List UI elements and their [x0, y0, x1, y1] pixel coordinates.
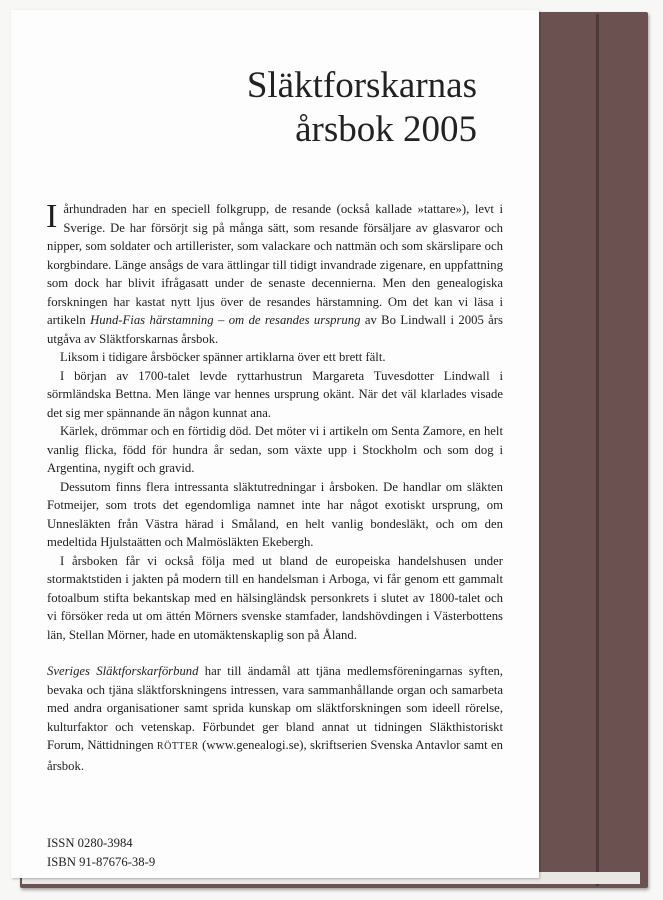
isbn-number: ISBN 91-87676-38-9	[47, 854, 156, 869]
paragraph-federation	[47, 662, 503, 775]
book-title	[247, 64, 477, 152]
drop-cap: I	[46, 198, 58, 235]
rotter-name: RÖTTER	[156, 741, 199, 752]
title-line-2: årsbok 2005	[295, 109, 477, 150]
spine-edge	[596, 14, 599, 886]
paragraph-5: Dessutom finns flera intressanta släktutredningar i årsboken. De handlar om släkten Fotmeijer, som trots det egendomliga namnet inte har något exotiskt ursprung, om Unnesläkten från Västra härad i Småland, en helt vanlig bondesläkt, och om den medeltida Hjulstaätten och Malmösläkten Ekebergh.	[47, 479, 503, 549]
federation-text-b: (www.genealogi.se), skriftserien Svenska Antavlor samt en årsbok.	[47, 738, 503, 773]
spacer	[47, 644, 503, 662]
back-cover	[11, 10, 539, 878]
blurb	[47, 200, 503, 775]
intro-text-b: av Bo Lindwall i 2005 års utgåva av Släktforskarnas årsbok.	[47, 313, 503, 346]
article-title: Hund-Fias härstamning – om de resandes ursprung	[90, 313, 361, 327]
issn-number: ISSN 0280-3984	[47, 836, 133, 850]
title-line-1: Släktforskarnas	[246, 65, 477, 106]
identifiers	[47, 834, 155, 871]
intro-text-a: århundraden har en speciell folkgrupp, de resande (också kallade »tattare»), levt i Sverige. De har försörjt sig på många sätt, som resande försäljare av glasvaror och nipper, som soldater och artillerister, som valackare och nattmän och som skärslipare och korgbindare. Länge ansågs de vara ättlingar till tidigt invandrade zigenare, en uppfattning som dock har blivit ifrågasatt under de senaste decennierna. Men den genealogiska forskningen har kastat nytt ljus över de resandes härstamning. Om det kan vi läsa i artikeln	[47, 202, 503, 327]
paragraph-2: Liksom i tidigare årsböcker spänner artiklarna över ett brett fält.	[60, 350, 386, 364]
paragraph-3: I början av 1700-talet levde ryttarhustrun Margareta Tuvesdotter Lindwall i sörmländska Bettna. Men länge var hennes ursprung okänt. När det väl klarlades visade det sig mer spännande än någon kunnat ana.	[47, 368, 503, 420]
federation-name: Sveriges Släktforskarförbund	[47, 664, 199, 678]
federation-text-a: har till ändamål att tjäna medlemsföreningarnas syften, bevaka och tjäna släktforskningens intressen, vara sammanhållande organ och samarbeta med andra organisationer samt sprida kunskap om släktforskningen som ideell rörelse, kulturfaktor och vetenskap. Förbundet ger bland annat ut tidningen Släkthistoriskt Forum, Nättidningen	[47, 664, 503, 752]
paragraph-intro	[47, 200, 503, 348]
paragraph-4: Kärlek, drömmar och en förtidig död. Det möter vi i artikeln om Senta Zamore, en helt vanlig flicka, född för hundra år sedan, som växte upp i Stockholm och som dog i Argentina, nygift och gravid.	[47, 424, 503, 475]
paragraph-6: I årsboken får vi också följa med ut bland de europeiska handelshusen under stormaktstiden i jakten på modern till en handelsman i Arboga, vi får genom ett gammalt fotoalbum stifta bekantskap med en hälsingländsk personkrets i slutet av 1800-talet och vi försöker reda ut om ättén Mörners svenske stamfader, landshövdingen i Västerbottens län, Stellan Mörner, hade en utomäktenskaplig son på Åland.	[47, 553, 503, 642]
